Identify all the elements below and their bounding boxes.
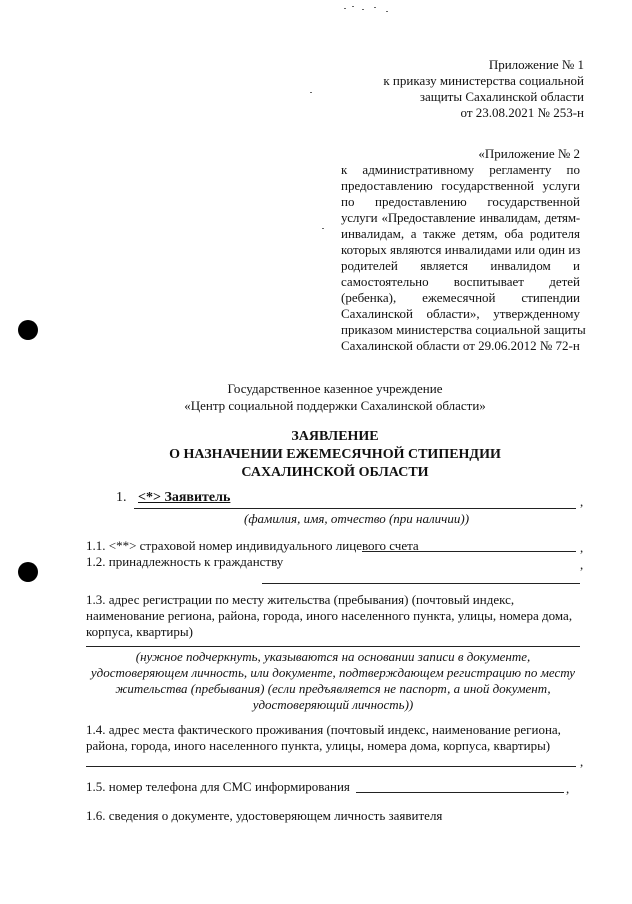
scan-speck bbox=[352, 6, 354, 7]
scan-speck bbox=[322, 228, 324, 229]
snils-label: 1.1. <**> страховой номер индивидуального лицевого счета bbox=[86, 538, 419, 553]
applicant-name-hint: (фамилия, имя, отчество (при наличии)) bbox=[244, 511, 470, 526]
scan-speck bbox=[386, 11, 388, 12]
appendix2-line: к административному регламенту по bbox=[341, 162, 580, 177]
appendix2-last: Сахалинской области от 29.06.2012 № 72-н bbox=[341, 338, 580, 353]
appendix2-line: которых являются инвалидами или один из bbox=[341, 242, 581, 257]
institution-block bbox=[130, 380, 540, 414]
phone-label: 1.5. номер телефона для СМС информирования bbox=[86, 779, 350, 794]
applicant-name-field[interactable] bbox=[134, 508, 576, 509]
institution-line1: Государственное казенное учреждение bbox=[227, 381, 443, 396]
applicant-number: 1. bbox=[116, 490, 127, 505]
appendix2-line: предоставлению государственной услуги bbox=[341, 178, 580, 193]
appendix1-line1: Приложение № 1 bbox=[488, 57, 584, 72]
appendix2-line: инвалидам, а также детям, оба родителя bbox=[341, 226, 580, 241]
actual-address-label: 1.4. адрес места фактического проживания (почтовый индекс, наименование региона, района, города, иного населенного пункта, улицы, номера дома, корпуса, квартиры) bbox=[86, 722, 561, 753]
scan-speck bbox=[362, 9, 364, 10]
appendix2-line: услуги «Предоставление инвалидам, детям- bbox=[341, 210, 580, 225]
punch-hole-top bbox=[18, 320, 38, 340]
scan-speck bbox=[344, 8, 346, 9]
appendix2-line: по предоставлению государственной bbox=[341, 194, 580, 209]
comma: , bbox=[580, 754, 584, 769]
title-line3: САХАЛИНСКОЙ ОБЛАСТИ bbox=[241, 465, 429, 480]
document-title bbox=[130, 428, 540, 482]
comma: , bbox=[580, 557, 584, 572]
institution-line2: «Центр социальной поддержки Сахалинской области» bbox=[184, 398, 486, 413]
title-line1: ЗАЯВЛЕНИЕ bbox=[291, 429, 379, 444]
citizenship-field[interactable] bbox=[262, 583, 580, 584]
registration-hint: (нужное подчеркнуть, указываются на основании записи в документе, удостоверяющем личность, или документе, подтверждающем регистрацию по месту жительства (пребывания) (если предъявляется не паспорт, а иной документ, удостоверяющий личность)) bbox=[90, 649, 576, 712]
appendix2-line: Сахалинской области», утвержденному bbox=[341, 306, 580, 321]
snils-field[interactable] bbox=[362, 551, 576, 552]
registration-field[interactable] bbox=[86, 646, 580, 647]
citizenship-label: 1.2. принадлежность к гражданству bbox=[86, 554, 284, 569]
appendix1-line4: от 23.08.2021 № 253-н bbox=[460, 105, 584, 120]
comma: , bbox=[580, 540, 584, 555]
id-document-label: 1.6. сведения о документе, удостоверяющем личность заявителя bbox=[86, 808, 443, 823]
scan-speck bbox=[374, 7, 376, 8]
appendix2-first: «Приложение № 2 bbox=[478, 146, 580, 161]
comma: , bbox=[566, 781, 570, 796]
registration-label: 1.3. адрес регистрации по месту жительства (пребывания) (почтовый индекс, наименование региона, района, города, иного населенного пункта, улицы, номера дома, корпуса, квартиры) bbox=[86, 592, 573, 639]
punch-hole-bottom bbox=[18, 562, 38, 582]
appendix2-line: (ребенка), ежемесячной стипендии bbox=[341, 290, 580, 305]
appendix1-line3: защиты Сахалинской области bbox=[419, 89, 584, 104]
applicant-title: <*> Заявитель bbox=[138, 490, 231, 505]
appendix2-line: самостоятельно воспитывает детей bbox=[341, 274, 580, 289]
appendix1-block bbox=[284, 57, 584, 121]
appendix2-line: приказом министерства социальной защиты bbox=[341, 322, 586, 337]
appendix2-block bbox=[341, 146, 586, 354]
appendix2-line: родителей является инвалидом и bbox=[341, 258, 580, 273]
phone-field[interactable] bbox=[356, 792, 564, 793]
actual-address-field[interactable] bbox=[86, 766, 576, 767]
appendix1-line2: к приказу министерства социальной bbox=[383, 73, 584, 88]
title-line2: О НАЗНАЧЕНИИ ЕЖЕМЕСЯЧНОЙ СТИПЕНДИИ bbox=[169, 447, 501, 462]
comma: , bbox=[580, 494, 584, 509]
